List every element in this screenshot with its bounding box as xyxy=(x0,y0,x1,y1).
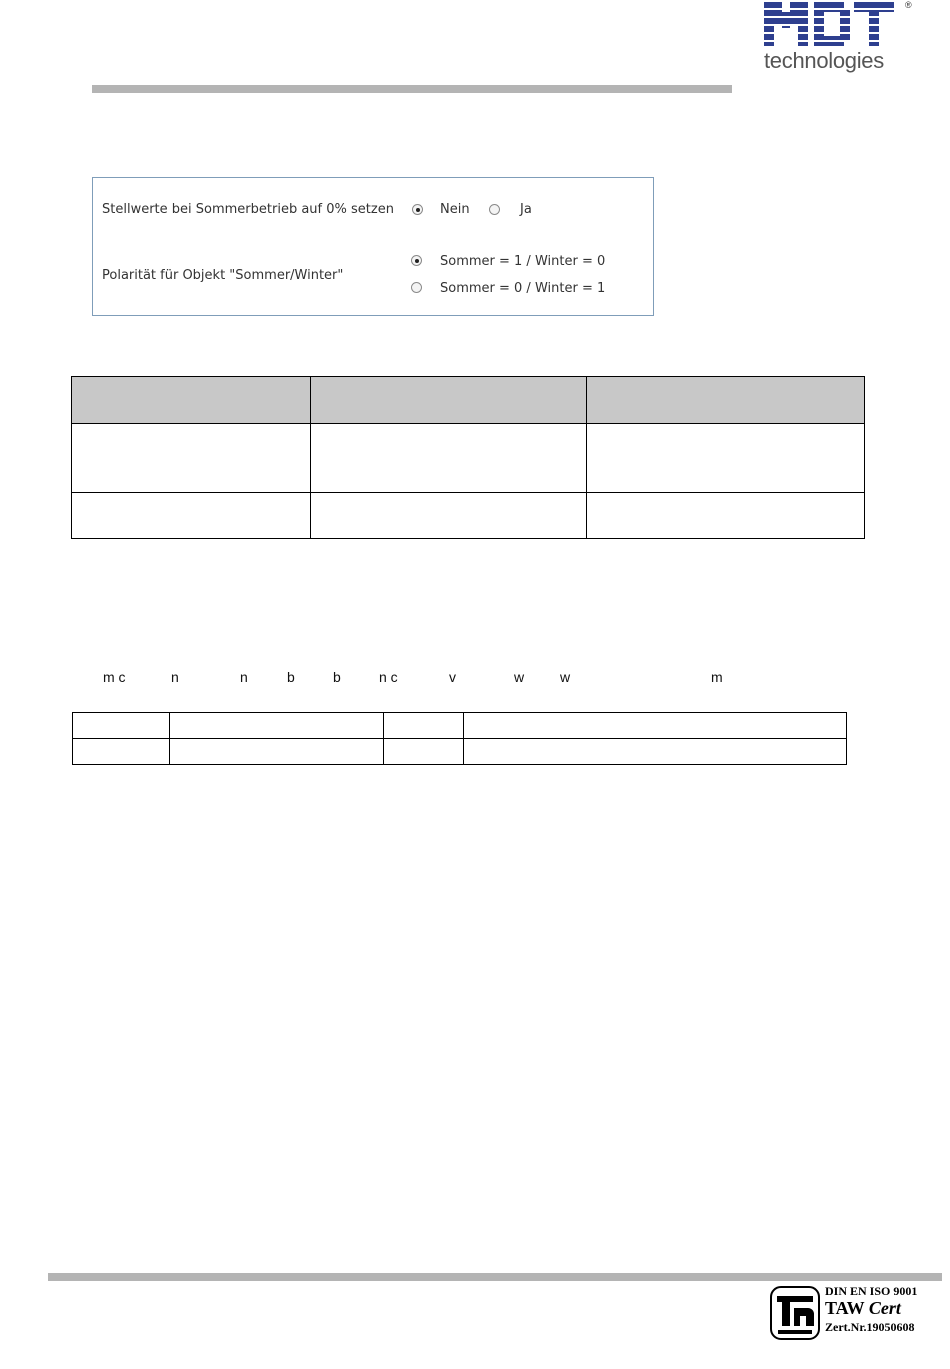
radio-sommer-0[interactable] xyxy=(411,282,422,293)
certification-text xyxy=(825,1284,917,1334)
table-cell xyxy=(311,424,587,493)
radio-nein[interactable] xyxy=(412,204,423,215)
logo-subtitle: technologies xyxy=(764,48,884,73)
table-header-cell xyxy=(72,377,311,424)
table-header-row xyxy=(72,377,865,424)
polarity-label: Polarität für Objekt "Sommer/Winter" xyxy=(102,268,344,283)
text-fragment: m xyxy=(711,669,723,685)
cert-issuer-cert: Cert xyxy=(868,1298,901,1319)
radio-sommer-1-label: Sommer = 1 / Winter = 0 xyxy=(440,254,606,269)
table-cell xyxy=(73,739,170,765)
certification-badge xyxy=(770,1284,942,1344)
table-header-cell xyxy=(311,377,587,424)
radio-ja-label: Ja xyxy=(520,202,532,217)
cert-number: Zert.Nr.19050608 xyxy=(825,1319,915,1334)
text-fragment: w xyxy=(560,669,571,685)
cert-issuer xyxy=(825,1298,917,1320)
table-row xyxy=(72,424,865,493)
cert-issuer-taw: TAW xyxy=(825,1298,869,1319)
object-table xyxy=(72,712,847,765)
taw-cert-icon xyxy=(770,1286,820,1340)
table-row xyxy=(72,493,865,539)
radio-sommer-0-label: Sommer = 0 / Winter = 1 xyxy=(440,281,606,296)
table-cell xyxy=(587,493,865,539)
text-fragment: b xyxy=(333,669,341,685)
table-cell xyxy=(311,493,587,539)
table-cell xyxy=(170,739,384,765)
cert-standard: DIN EN ISO 9001 xyxy=(825,1284,918,1298)
table-row xyxy=(73,713,847,739)
header-divider xyxy=(92,85,732,93)
table-cell xyxy=(72,493,311,539)
table-cell xyxy=(464,739,847,765)
text-fragment: n xyxy=(240,669,248,685)
text-fragment: n c xyxy=(379,669,398,685)
text-fragment: w xyxy=(514,669,525,685)
table-cell xyxy=(73,713,170,739)
table-cell xyxy=(170,713,384,739)
table-cell xyxy=(587,424,865,493)
registered-mark: ® xyxy=(905,0,912,10)
summer-mode-label: Stellwerte bei Sommerbetrieb auf 0% setzen xyxy=(102,202,394,217)
radio-nein-label: Nein xyxy=(440,202,470,217)
table-cell xyxy=(464,713,847,739)
text-fragments-line xyxy=(0,669,950,687)
text-fragment: n xyxy=(171,669,179,685)
table-cell xyxy=(72,424,311,493)
text-fragment: b xyxy=(287,669,295,685)
footer-divider xyxy=(48,1273,942,1281)
table-row xyxy=(73,739,847,765)
parameter-table xyxy=(71,376,865,539)
radio-ja[interactable] xyxy=(489,204,500,215)
text-fragment: v xyxy=(449,669,456,685)
table-header-cell xyxy=(587,377,865,424)
table-cell xyxy=(384,739,464,765)
parameter-panel xyxy=(92,177,654,316)
radio-sommer-1[interactable] xyxy=(411,255,422,266)
table-cell xyxy=(384,713,464,739)
text-fragment: m c xyxy=(103,669,126,685)
